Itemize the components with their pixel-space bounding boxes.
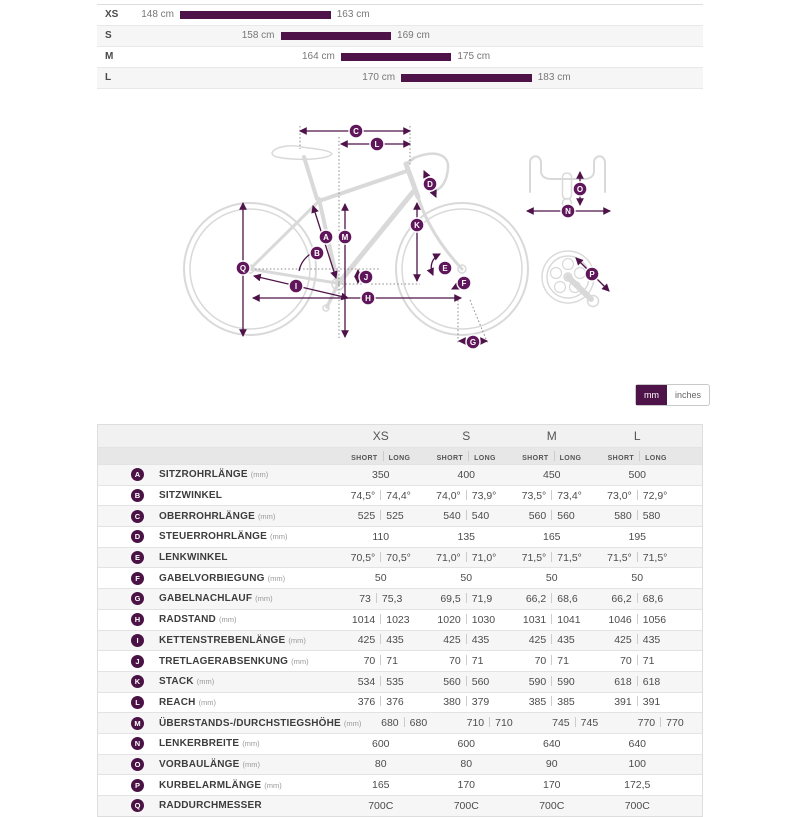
table-row-N [98, 733, 702, 754]
row-letter-badge: P [131, 779, 144, 792]
row-letter-badge: E [131, 551, 144, 564]
value-XS: 110 [372, 530, 390, 543]
svg-text:M: M [341, 232, 349, 242]
row-letter-badge: F [131, 572, 144, 585]
bike-side-view-art [184, 146, 528, 335]
diagram-badge-E [438, 261, 452, 275]
value-XS: 70 71 [363, 655, 398, 668]
table-row-Q [98, 795, 702, 816]
row-letter-badge: I [131, 634, 144, 647]
row-label-cell [98, 551, 338, 564]
value-XS: 680 680 [381, 717, 428, 730]
value-L: 195 [628, 530, 647, 543]
value-XS: 534 535 [357, 675, 404, 688]
value-M: 450 [542, 468, 561, 481]
svg-text:F: F [461, 278, 467, 288]
svg-text:Q: Q [239, 263, 247, 273]
table-row-C [98, 505, 702, 526]
row-unit: (mm) [198, 697, 217, 707]
row-label-cell [98, 468, 338, 481]
subheader-S: SHORT LONG [424, 451, 510, 462]
row-letter-badge: C [131, 510, 144, 523]
row-label: STEUERROHRLÄNGE [159, 531, 268, 543]
handlebar-top-view-art [530, 156, 605, 207]
table-header-short-long [98, 447, 702, 464]
value-XS: 350 [371, 468, 390, 481]
column-header-S: S [462, 429, 471, 443]
size-row-L [97, 68, 703, 89]
row-label: VORBAULÄNGE [159, 758, 240, 770]
value-L: 73,0° 72,9° [607, 489, 668, 502]
row-label-cell [98, 592, 338, 605]
diagram-badge-I [289, 279, 303, 293]
subheader-M: SHORT LONG [509, 451, 595, 462]
table-row-J [98, 650, 702, 671]
value-L: 770 770 [637, 717, 684, 730]
diagram-badge-O [573, 182, 587, 196]
value-S: 425 435 [443, 634, 490, 647]
row-unit: (mm) [264, 780, 282, 790]
row-label-cell [98, 779, 338, 792]
table-row-A [98, 464, 702, 485]
svg-text:A: A [323, 232, 329, 242]
row-letter-badge: G [131, 592, 144, 605]
row-letter-badge: M [131, 717, 144, 730]
value-M: 385 385 [528, 696, 575, 709]
diagram-badge-A [319, 230, 333, 244]
value-S: 71,0° 71,0° [436, 551, 497, 564]
size-label: S [105, 30, 112, 41]
rider-height-size-chart [97, 4, 703, 89]
row-label: SITZWINKEL [159, 490, 223, 502]
value-M: 560 560 [528, 510, 575, 523]
svg-text:P: P [589, 269, 595, 279]
value-XS: 1014 1023 [351, 613, 410, 626]
value-S: 700C [453, 799, 479, 812]
geometry-table [97, 424, 703, 817]
value-M: 165 [542, 530, 561, 543]
value-L: 618 618 [614, 675, 661, 688]
row-label: OBERROHRLÄNGE [159, 510, 255, 522]
row-letter-badge: D [131, 530, 144, 543]
row-unit: (mm) [291, 656, 309, 666]
measurement-arrows [243, 131, 610, 341]
row-label: RADSTAND [159, 614, 216, 626]
max-height-label: 175 cm [457, 51, 491, 62]
value-XS: 700C [368, 799, 394, 812]
svg-text:E: E [442, 263, 448, 273]
row-letter-badge: N [131, 737, 144, 750]
row-letter-badge: H [131, 613, 144, 626]
min-height-label: 148 cm [141, 9, 174, 20]
row-letter-badge: O [131, 758, 144, 771]
row-label-cell [98, 634, 338, 647]
row-label-cell [98, 510, 338, 523]
row-unit: (mm) [267, 573, 286, 583]
row-label: RADDURCHMESSER [159, 800, 262, 812]
column-header-M: M [546, 429, 557, 443]
value-XS: 50 [374, 572, 387, 585]
row-label-cell [98, 675, 338, 688]
row-unit: (mm) [270, 532, 288, 542]
row-label-cell [98, 613, 338, 626]
row-unit: (mm) [250, 470, 269, 480]
table-row-L [98, 692, 702, 713]
svg-text:K: K [414, 220, 420, 230]
diagram-badge-C [349, 124, 363, 138]
value-M: 66,2 68,6 [525, 592, 578, 605]
diagram-badge-H [361, 291, 375, 305]
svg-text:B: B [314, 248, 320, 258]
diagram-badge-J [359, 270, 373, 284]
row-unit: (mm) [343, 718, 362, 728]
value-S: 74,0° 73,9° [436, 489, 497, 502]
row-label-cell [98, 758, 338, 771]
value-S: 400 [457, 468, 476, 481]
size-row-M [97, 47, 703, 68]
unit-toggle-inches[interactable]: inches [675, 390, 702, 400]
row-label: GABELVORBIEGUNG [159, 572, 265, 584]
row-letter-badge: J [131, 655, 144, 668]
value-XS: 70,5° 70,5° [350, 551, 411, 564]
svg-text:O: O [576, 184, 584, 194]
height-range-bar [341, 53, 452, 61]
value-L: 50 [631, 572, 644, 585]
svg-text:J: J [363, 272, 369, 282]
value-S: 1020 1030 [437, 613, 496, 626]
value-L: 391 391 [614, 696, 661, 709]
height-range-bar [401, 74, 532, 82]
row-unit: (mm) [218, 615, 237, 625]
row-label: KURBELARMLÄNGE [159, 779, 262, 791]
min-height-label: 158 cm [241, 30, 275, 41]
row-label: REACH [159, 696, 196, 708]
value-S: 135 [457, 530, 476, 543]
row-label: KETTENSTREBENLÄNGE [159, 634, 286, 646]
diagram-badge-M [338, 230, 352, 244]
geometry-table-body [98, 425, 702, 816]
svg-text:C: C [353, 126, 359, 136]
value-XS: 74,5° 74,4° [350, 489, 411, 502]
size-label: M [105, 51, 114, 62]
size-label: L [105, 72, 112, 83]
value-M: 425 435 [528, 634, 575, 647]
size-bar-rows [97, 5, 703, 89]
diagram-badge-Q [236, 261, 250, 275]
diagram-badge-G [466, 335, 480, 349]
table-header-sizes [98, 425, 702, 447]
row-unit: (mm) [196, 677, 215, 687]
table-row-F [98, 567, 702, 588]
value-XS: 80 [374, 758, 387, 771]
min-height-label: 170 cm [362, 72, 396, 83]
row-letter-badge: B [131, 489, 144, 502]
value-S: 560 560 [443, 675, 490, 688]
row-label-cell [98, 530, 338, 543]
height-range-bar [180, 11, 331, 19]
size-row-S [97, 26, 703, 47]
svg-text:D: D [427, 179, 433, 189]
value-L: 580 580 [614, 510, 661, 523]
value-L: 700C [624, 799, 650, 812]
table-row-G [98, 588, 702, 609]
row-label: ÜBERSTANDS-/DURCHSTIEGSHÖHE [159, 717, 341, 729]
row-label-cell [98, 799, 338, 812]
subheader-XS: SHORT LONG [338, 451, 424, 462]
value-M: 71,5° 71,5° [521, 551, 582, 564]
row-unit: (mm) [257, 511, 276, 521]
value-S: 170 [457, 779, 476, 792]
value-M: 90 [545, 758, 558, 771]
value-M: 700C [539, 799, 565, 812]
row-label-cell [98, 717, 361, 730]
value-L: 172,5 [624, 779, 651, 792]
value-S: 80 [460, 758, 473, 771]
table-row-D [98, 526, 702, 547]
subheader-L: SHORT LONG [595, 451, 681, 462]
value-L: 71,5° 71,5° [607, 551, 668, 564]
column-header-XS: XS [372, 429, 389, 443]
row-letter-badge: K [131, 675, 144, 688]
row-letter-badge: A [131, 468, 144, 481]
value-XS: 525 525 [357, 510, 404, 523]
table-row-P [98, 774, 702, 795]
max-height-label: 183 cm [537, 72, 571, 83]
row-label: LENKERBREITE [159, 738, 240, 750]
row-label: STACK [159, 676, 194, 688]
value-L: 1046 1056 [608, 613, 667, 626]
row-unit: (mm) [242, 759, 261, 769]
value-M: 70 71 [534, 655, 569, 668]
value-S: 710 710 [466, 717, 513, 730]
table-row-M [98, 712, 702, 733]
height-range-bar [281, 32, 392, 40]
diagram-badge-F [457, 276, 471, 290]
row-unit: (mm) [288, 635, 306, 645]
value-L: 640 [628, 737, 647, 750]
svg-text:L: L [374, 139, 380, 149]
value-XS: 165 [371, 779, 390, 792]
size-label: XS [105, 9, 119, 20]
diagram-badge-L [370, 137, 384, 151]
value-S: 600 [457, 737, 476, 750]
diagram-badge-P [585, 267, 599, 281]
row-label-cell [98, 655, 338, 668]
value-S: 70 71 [449, 655, 484, 668]
value-S: 50 [460, 572, 473, 585]
unit-toggle-mm[interactable]: mm [636, 385, 667, 405]
diagram-badge-N [561, 204, 575, 218]
size-row-XS [97, 5, 703, 26]
row-letter-badge: L [131, 696, 144, 709]
diagram-badge-D [423, 177, 437, 191]
diagram-badge-K [410, 218, 424, 232]
svg-text:I: I [294, 281, 298, 291]
row-label-cell [98, 696, 338, 709]
column-header-L: L [633, 429, 641, 443]
diagram-badge-B [310, 246, 324, 260]
value-S: 540 540 [443, 510, 490, 523]
value-L: 425 435 [614, 634, 661, 647]
table-row-O [98, 754, 702, 775]
value-S: 69,5 71,9 [440, 592, 493, 605]
value-XS: 600 [371, 737, 390, 750]
value-M: 50 [545, 572, 558, 585]
row-label-cell [98, 489, 338, 502]
value-XS: 425 435 [357, 634, 404, 647]
row-label: GABELNACHLAUF [159, 593, 253, 605]
row-label: LENKWINKEL [159, 552, 228, 564]
row-label-cell [98, 572, 338, 585]
bike-geometry-diagram [150, 108, 650, 371]
max-height-label: 163 cm [336, 9, 370, 20]
svg-text:G: G [469, 337, 477, 347]
row-unit: (mm) [255, 594, 273, 604]
value-XS: 376 376 [357, 696, 404, 709]
value-L: 66,2 68,6 [611, 592, 664, 605]
max-height-label: 169 cm [397, 30, 430, 41]
row-letter-badge: Q [131, 799, 144, 812]
table-row-I [98, 630, 702, 651]
row-label: TRETLAGERABSENKUNG [159, 655, 289, 667]
table-row-H [98, 609, 702, 630]
value-M: 73,5° 73,4° [521, 489, 582, 502]
min-height-label: 164 cm [302, 51, 335, 62]
unit-toggle[interactable] [635, 384, 710, 406]
row-unit: (mm) [242, 739, 260, 749]
table-row-E [98, 547, 702, 568]
svg-text:N: N [565, 206, 571, 216]
value-L: 100 [628, 758, 647, 771]
value-L: 70 71 [620, 655, 655, 668]
value-M: 1031 1041 [522, 613, 581, 626]
table-row-K [98, 671, 702, 692]
value-M: 170 [542, 779, 561, 792]
value-S: 380 379 [443, 696, 490, 709]
row-label-cell [98, 737, 338, 750]
table-row-B [98, 485, 702, 506]
value-L: 500 [628, 468, 647, 481]
row-label: SITZROHRLÄNGE [159, 469, 248, 481]
value-XS: 73 75,3 [359, 592, 403, 605]
value-M: 640 [542, 737, 561, 750]
value-M: 590 590 [528, 675, 575, 688]
svg-text:H: H [365, 293, 371, 303]
value-M: 745 745 [552, 717, 599, 730]
